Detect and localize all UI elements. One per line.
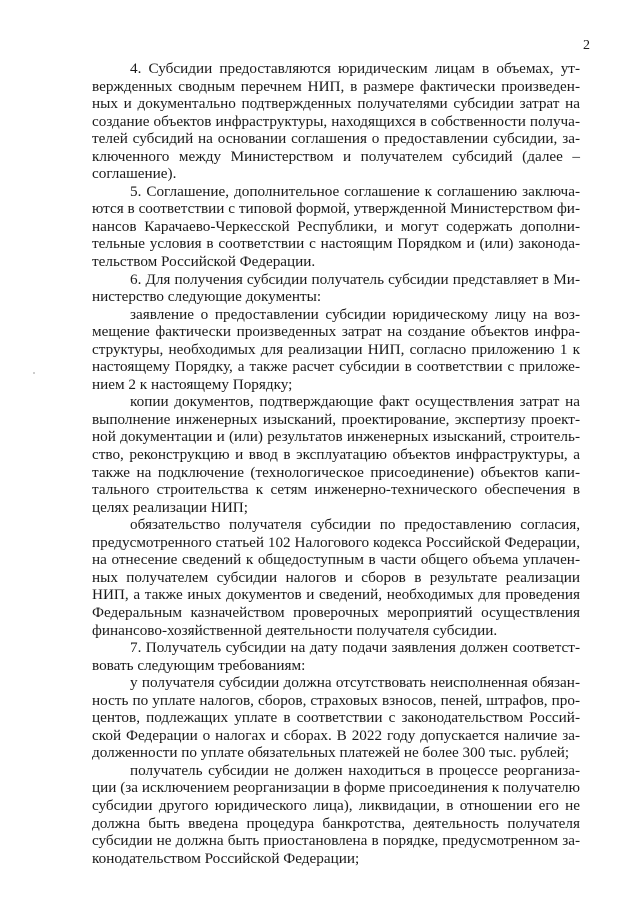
requirement-no-tax-debt: у получателя субсидии должна отсутствовать неисполненная обязанность по уплате налогов, сборов, страховых взносов, пеней, штрафов, процентов, подлежащих уплате в соответствии с законодательством Российской Федерации о налогах и сборах. В 2022 году допускается наличие задолженности по уплате обязательных платежей не более 300 тыс. рублей; [92, 674, 580, 762]
paragraph-5-agreement: 5. Соглашение, дополнительное соглашение к соглашению заключаются в соответствии с типовой формой, утвержденной Министерством финансов Карачаево-Черкесской Республики, и могут содержать дополнительные условия в соответствии с настоящим Порядком и (или) законодательством Российской Федерации. [92, 182, 580, 271]
scan-artifact-dot [33, 372, 35, 374]
requirement-no-reorganization: получатель субсидии не должен находиться в процессе реорганизации (за исключением реорганизации в форме присоединения к получателю субсидии другого юридического лица), ликвидации, в отношении его не должна быть введена процедура банкротства, деятельность получателя субсидии не должна быть приостановлена в порядке, предусмотренном законодательством Российской Федерации; [92, 761, 580, 867]
page-number: 2 [583, 38, 590, 53]
document-item-consent-obligation: обязательство получателя субсидии по предоставлению согласия, предусмотренного статьей 102 Налогового кодекса Российской Федерации, на отнесение сведений к общедоступным в части общего объема уплаченных получателем субсидии налогов и сборов в результате реализации НИП, а также иных документов и сведений, необходимых для проведения Федеральным казначейством проверочных мероприятий осуществления финансово-хозяйственной деятельности получателя субсидии. [92, 516, 580, 639]
document-item-application: заявление о предоставлении субсидии юридическому лицу на возмещение фактически произведенных затрат на создание объектов инфраструктуры, необходимых для реализации НИП, согласно приложению 1 к настоящему Порядку, а также расчет субсидии в соответствии с приложением 2 к настоящему Порядку; [92, 305, 580, 393]
paragraph-4-subsidy-volumes: 4. Субсидии предоставляются юридическим лицам в объемах, утвержденных сводным перечнем НИП, в размере фактически произведенных и документально подтвержденных получателями субсидии затрат на создание объектов инфраструктуры, находящихся в собственности получателей субсидий на основании соглашения о предоставлении субсидии, заключенного между Министерством и получателем субсидий (далее – соглашение). [92, 60, 580, 183]
paragraph-6-documents: 6. Для получения субсидии получатель субсидии представляет в Министерство следующие документы: [92, 270, 580, 306]
document-item-expense-copies: копии документов, подтверждающие факт осуществления затрат на выполнение инженерных изысканий, проектирование, экспертизу проектной документации и (или) результатов инженерных изысканий, строительство, реконструкцию и ввод в эксплуатацию объектов инфраструктуры, а также на подключение (технологическое присоединение) объектов капитального строительства к сетям инженерно-технического обеспечения в целях реализации НИП; [92, 393, 580, 516]
paragraph-7-requirements: 7. Получатель субсидии на дату подачи заявления должен соответствовать следующим требованиям: [92, 639, 580, 674]
document-body [92, 60, 580, 867]
